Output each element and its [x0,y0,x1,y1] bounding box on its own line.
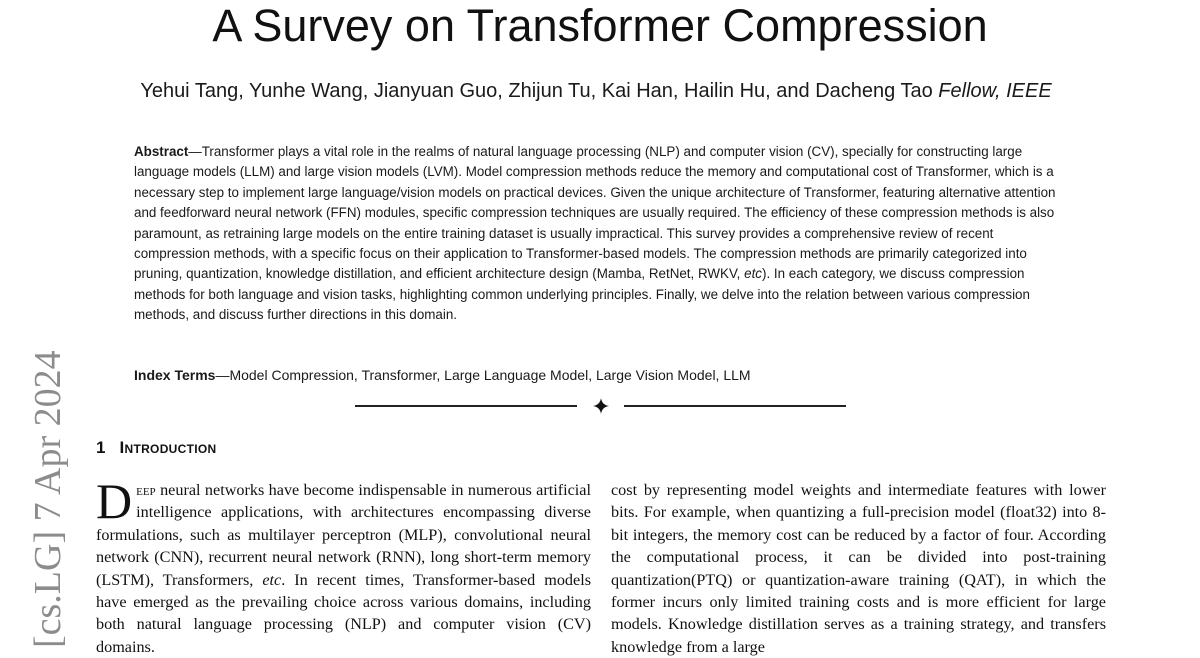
abstract-text-end: ). In each category, we discuss compression methods for both language and vision tasks, highlighting common underlying principles. Finally, we delve into the relation between various compression methods, and discuss further directions in this domain. [134,266,1030,323]
section-heading [96,437,216,459]
author-list [0,78,1192,104]
diamond-ornament-icon [591,396,611,416]
intro-left-text-end: . In recent times, Transformer-based models have emerged as the prevailing choice across various domains, including both natural language processing (NLP) and computer vision (CV) domains. [96,570,591,656]
section-title: Introduction [119,438,217,457]
abstract-text: —Transformer plays a vital role in the realms of natural language processing (NLP) and computer vision (CV), specially for constructing large language models (LLM) and large vision models (LVM). Model compression methods reduce the memory and computational cost of Transformer, which is a necessary step to implement large language/vision models on practical devices. Given the unique architecture of Transformer, featuring alternative attention and feedforward neural network (FFN) modules, specific compression techniques are usually required. The efficiency of these compression methods is also paramount, as retraining large models on the entire training dataset is usually impractical. This survey provides a comprehensive review of recent compression methods, with a specific focus on their application to Transformer-based models. The compression methods are primarily categorized into pruning, quantization, knowledge distillation, and efficient architecture design (Mamba, RetNet, RWKV, [134,144,1056,282]
intro-left-text: neural networks have become indispensable in numerous artificial intelligence applications, with architectures encompassing diverse formulations, such as multilayer perceptron (MLP), convolutional neural network (CNN), recurrent neural network (RNN), long short-term memory (LSTM), Transformers, [96,481,591,589]
intro-etc: etc [262,570,282,589]
abstract-etc: etc [744,266,762,282]
index-terms-label: Index Terms [134,367,216,383]
index-terms-text: —Model Compression, Transformer, Large Language Model, Large Vision Model, LLM [215,367,751,383]
author-note: Fellow, IEEE [938,80,1052,102]
abstract-label: Abstract [134,144,189,159]
index-terms [134,365,1069,385]
divider-line-left [355,405,577,407]
intro-column-right [611,479,1106,658]
arxiv-sidebar-stamp: [cs.LG] 7 Apr 2024 [27,350,69,648]
intro-column-left [96,473,591,658]
intro-smallcaps: eep [136,481,156,499]
section-divider [355,396,846,416]
author-names: Yehui Tang, Yunhe Wang, Jianyuan Guo, Zhijun Tu, Kai Han, Hailin Hu, and Dacheng Tao [140,80,933,102]
intro-right-text: cost by representing model weights and intermediate features with lower bits. For example, when quantizing a full-precision model (float32) into 8-bit integers, the memory cost can be reduced by a factor of four. According the computational process, it can be divided into post-training quantization(PTQ) or quantization-aware training (QAT), in which the former incurs only limited training costs and is more efficient for large models. Knowledge distillation serves as a training strategy, and transfers knowledge from a large [611,481,1106,656]
drop-cap: D [96,473,133,529]
section-number: 1 [96,438,106,457]
divider-line-right [624,405,846,407]
abstract [134,142,1069,326]
paper-title: A Survey on Transformer Compression [212,0,988,51]
